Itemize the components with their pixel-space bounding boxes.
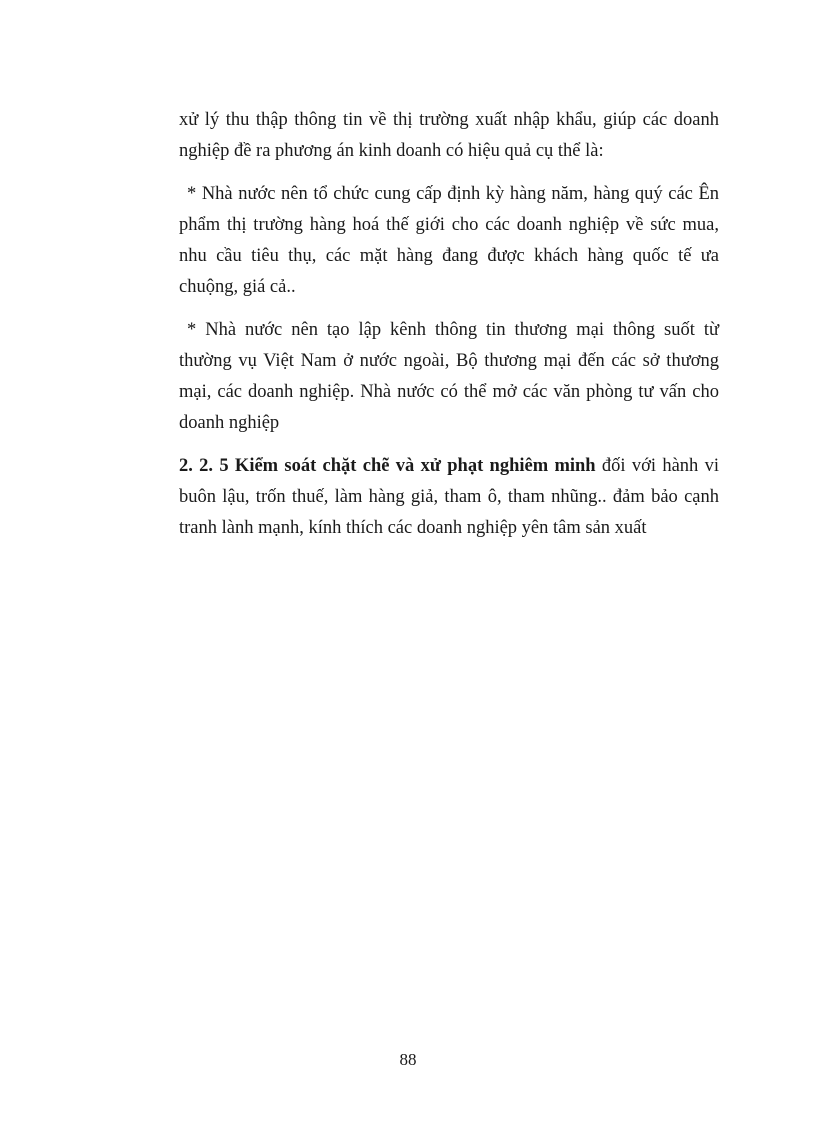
page-number: 88 (399, 1050, 417, 1069)
paragraph-bullet-publications (179, 179, 719, 303)
paragraph-text: * Nhà nước nên tạo lập kênh thông tin thương mại thông suốt từ thường vụ Việt Nam ở nước ngoài, Bộ thương mại đến các sở thương mại, các doanh nghiệp. Nhà nước có thể mở các văn phòng tư vấn cho doanh nghiệp (179, 320, 719, 433)
paragraph-text: đối với hành vi buôn lậu, trốn thuế, làm hàng giả, tham ô, tham nhũng.. đảm bảo cạnh tranh lành mạnh, kính thích các doanh nghiệp yên tâm sản xuất (179, 456, 719, 538)
paragraph-text: * Nhà nước nên tổ chức cung cấp định kỳ hàng năm, hàng quý các Ên phẩm thị trường hàng hoá thế giới cho các doanh nghiệp về sức mua, nhu cầu tiêu thụ, các mặt hàng đang được khách hàng quốc tế ưa chuộng, giá cả.. (179, 184, 719, 297)
paragraph-bullet-information-channel (179, 315, 719, 439)
paragraph-text: xử lý thu thập thông tin về thị trường xuất nhập khẩu, giúp các doanh nghiệp đề ra phương án kinh doanh có hiệu quả cụ thể là: (179, 110, 719, 161)
body-text (179, 105, 719, 556)
paragraph-section-2-2-5 (179, 451, 719, 544)
paragraph-continuation (179, 105, 719, 167)
section-heading: 2. 2. 5 Kiểm soát chặt chẽ và xử phạt nghiêm minh (179, 456, 596, 476)
